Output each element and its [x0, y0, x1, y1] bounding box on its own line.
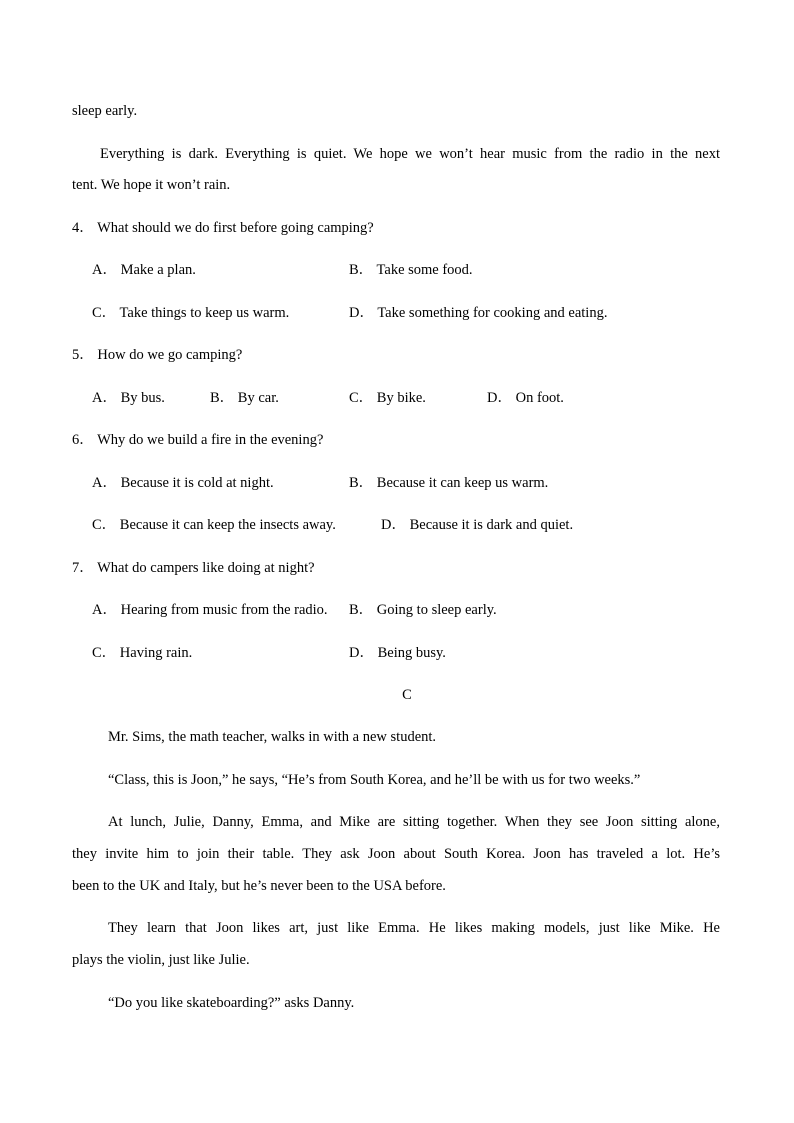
passage-c-paragraph-1: Mr. Sims, the math teacher, walks in with a new student. [108, 729, 437, 745]
question-7-stem: 7． What do campers like doing at night? [72, 560, 315, 576]
question-5-option-a: A． By bus. [92, 390, 165, 406]
passage-b-last-line: sleep early. [72, 103, 138, 119]
question-4-option-d: D． Take something for cooking and eating. [349, 305, 608, 321]
passage-c-paragraph-3-line: At lunch, Julie, Danny, Emma, and Mike are sitting together. When they see Joon sitting alone, [108, 814, 720, 830]
question-5-option-b: B． By car. [210, 390, 279, 406]
question-7-option-d: D． Being busy. [349, 645, 446, 661]
question-5-option-d: D． On foot. [487, 390, 564, 406]
question-5-stem: 5． How do we go camping? [72, 347, 243, 363]
question-5-option-c: C． By bike. [349, 390, 426, 406]
passage-c-paragraph-4-line: plays the violin, just like Julie. [72, 952, 250, 968]
passage-c-paragraph-3-line: they invite him to join their table. They ask Joon about South Korea. Joon has traveled a lot. He’s [72, 846, 720, 862]
passage-c-paragraph-3-line: been to the UK and Italy, but he’s never been to the USA before. [72, 878, 446, 894]
question-7-option-c: C． Having rain. [92, 645, 193, 661]
passage-b-paragraph-line: Everything is dark. Everything is quiet. We hope we won’t hear music from the radio in the next [100, 146, 720, 162]
question-4-option-c: C． Take things to keep us warm. [92, 305, 290, 321]
question-6-stem: 6． Why do we build a fire in the evening? [72, 432, 324, 448]
passage-c-paragraph-2: “Class, this is Joon,” he says, “He’s from South Korea, and he’ll be with us for two weeks.” [108, 772, 641, 788]
question-6-option-a: A． Because it is cold at night. [92, 475, 274, 491]
question-6-option-c: C． Because it can keep the insects away. [92, 517, 336, 533]
passage-c-paragraph-5: “Do you like skateboarding?” asks Danny. [108, 995, 355, 1011]
question-6-option-b: B． Because it can keep us warm. [349, 475, 549, 491]
question-7-option-b: B． Going to sleep early. [349, 602, 497, 618]
question-4-option-b: B． Take some food. [349, 262, 473, 278]
passage-c-paragraph-4-line: They learn that Joon likes art, just like Emma. He likes making models, just like Mike. He [108, 920, 720, 936]
passage-b-paragraph-line: tent. We hope it won’t rain. [72, 177, 231, 193]
question-4-stem: 4． What should we do first before going camping? [72, 220, 374, 236]
question-4-option-a: A． Make a plan. [92, 262, 196, 278]
passage-c-heading: C [402, 687, 412, 703]
question-6-option-d: D． Because it is dark and quiet. [381, 517, 574, 533]
question-7-option-a: A． Hearing from music from the radio. [92, 602, 328, 618]
